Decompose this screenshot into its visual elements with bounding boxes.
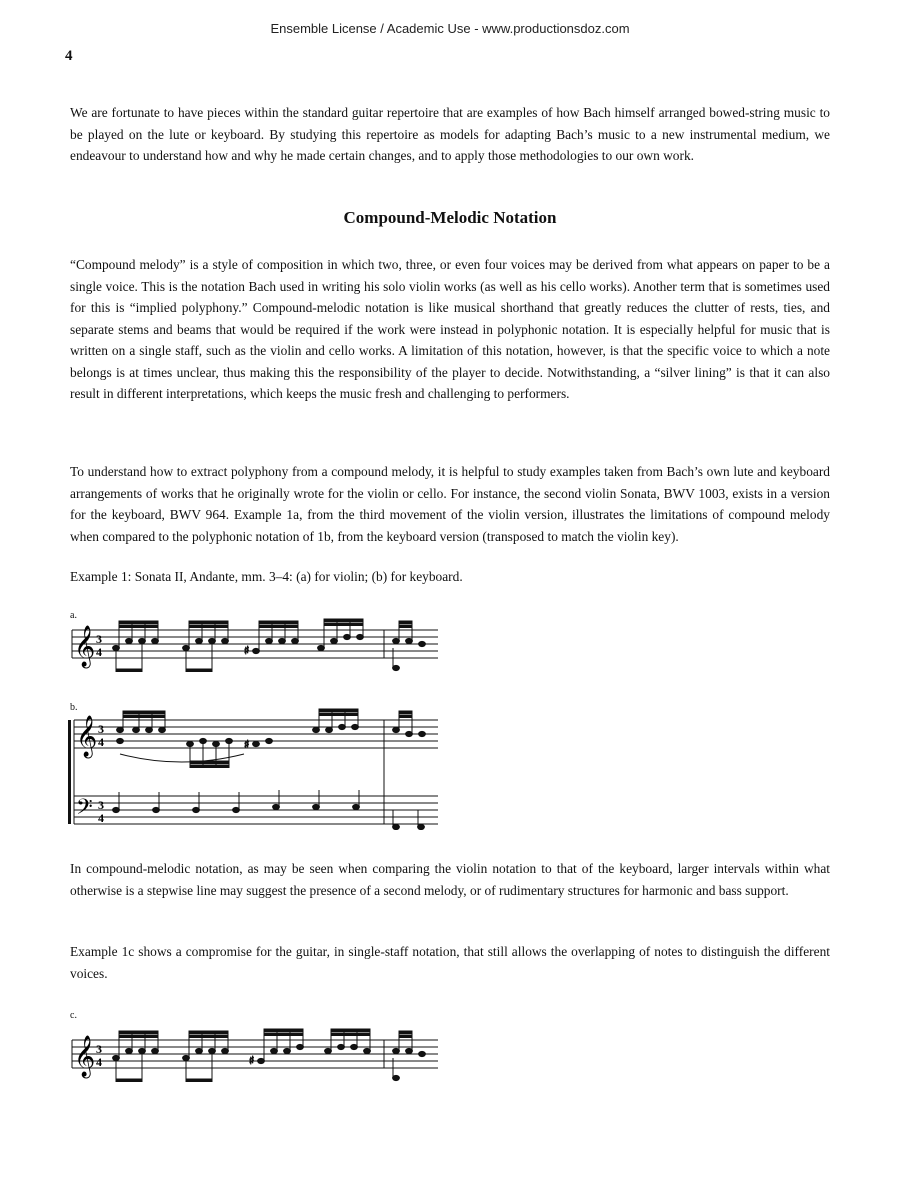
paragraph-extract-polyphony: To understand how to extract polyphony from a compound melody, it is helpful to study examples taken from Bach’s own lute and keyboard arrangements of works that he originally wrote for the violin or cello. For instance, the second violin Sonata, BWV 1003, exists in a version for the keyboard, BWV 964. Example 1a, from the third movement of the violin version, illustrates the limitations of compound melody when compared to the polyphonic notation of 1b, from the keyboard version (transposed to match the violin key). [70, 464, 830, 544]
svg-text:4: 4 [98, 811, 104, 825]
paragraph-guitar-compromise: Example 1c shows a compromise for the guitar, in single-staff notation, that still allows the overlapping of notes to distinguish the different voices. [70, 944, 830, 981]
license-header: Ensemble License / Academic Use - www.productionsdoz.com [270, 21, 630, 36]
svg-text:𝄢: 𝄢 [76, 795, 93, 825]
example-1b-label: b. [70, 702, 78, 713]
svg-text:♯: ♯ [244, 738, 250, 751]
example-caption: Example 1: Sonata II, Andante, mm. 3–4: (a) for violin; (b) for keyboard. [70, 569, 463, 584]
svg-text:3: 3 [98, 798, 104, 812]
svg-text:♯: ♯ [244, 644, 250, 657]
svg-text:𝄞: 𝄞 [76, 716, 98, 757]
example-1a-label: a. [70, 610, 77, 621]
svg-text:♯: ♯ [249, 1054, 255, 1067]
svg-text:4: 4 [98, 735, 104, 749]
example-1c-staff [66, 1008, 446, 1090]
svg-text:𝄞: 𝄞 [74, 1036, 96, 1077]
svg-text:3: 3 [96, 632, 102, 646]
paragraph-intro: We are fortunate to have pieces within the standard guitar repertoire that are examples of how Bach himself arranged bowed-string music to be played on the lute or keyboard. By studying this repertoire as models for adapting Bach’s music to a new instrumental medium, we endeavour to understand how and why he made certain changes, and to apply those methodologies to our own work. [70, 105, 830, 163]
svg-text:4: 4 [96, 1055, 102, 1069]
paragraph-larger-intervals: In compound-melodic notation, as may be seen when comparing the violin notation to that of the keyboard, larger intervals within what otherwise is a stepwise line may suggest the presence of a second melody, or of rudimentary structures for harmonic and bass support. [70, 861, 830, 898]
paragraph-compound-melody: “Compound melody” is a style of composition in which two, three, or even four voices may be derived from what appears on paper to be a single voice. This is the notation Bach used in writing his solo violin works (as well as his cello works). Another term that is sometimes used for this is “implied polyphony.” Compound-melodic notation is like musical shorthand that greatly reduces the clutter of rests, ties, and separate stems and beams that would be required if the work were instead in polyphonic notation. It is especially helpful for music that is written on a single staff, such as the violin and cello works. A limitation of this notation, however, is that the specific voice to which a note belongs is at times unclear, thus making this the responsibility of the player to decide. Notwithstanding, a “silver lining” is that it can also result in different interpretations, which keeps the music fresh and challenging to performers. [70, 257, 830, 401]
example-1c-label: c. [70, 1010, 77, 1021]
example-1a-score [66, 608, 446, 690]
section-heading: Compound-Melodic Notation [343, 208, 557, 227]
svg-text:3: 3 [96, 1042, 102, 1056]
svg-text:3: 3 [98, 722, 104, 736]
svg-text:𝄞: 𝄞 [74, 626, 96, 667]
example-1b-grand-staff [66, 700, 446, 830]
example-1b-score [66, 700, 446, 830]
example-1c-score [66, 1008, 446, 1090]
example-1a-staff [66, 608, 446, 690]
svg-text:4: 4 [96, 645, 102, 659]
page-number: 4 [65, 48, 73, 64]
